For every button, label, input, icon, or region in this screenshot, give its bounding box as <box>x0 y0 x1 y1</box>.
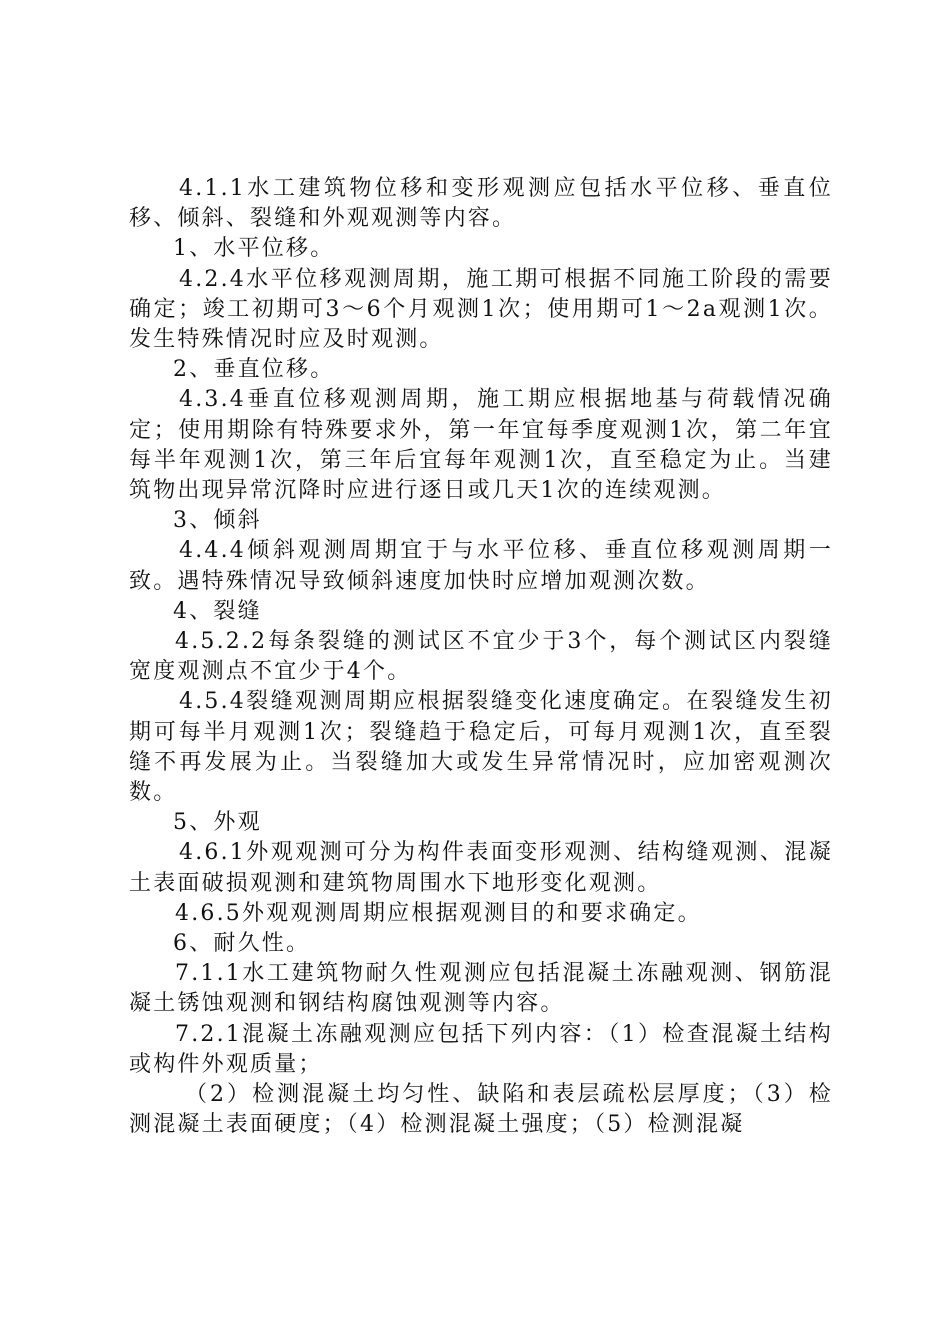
heading-appearance: 5、外观 <box>173 810 262 836</box>
heading-horizontal-displacement: 1、水平位移。 <box>173 236 335 262</box>
paragraph-4-5-2-2: 4.5.2.2每条裂缝的测试区不宜少于3个，每个测试区内裂缝宽度观测点不宜少于4个。 <box>129 629 833 685</box>
document-body <box>129 174 833 1141</box>
paragraph-7-2-1: 7.2.1混凝土冻融观测应包括下列内容：（1）检查混凝土结构或构件外观质量； <box>129 1021 833 1077</box>
paragraph-4-3-4: 4.3.4垂直位移观测周期，施工期应根据地基与荷载情况确定；使用期除有特殊要求外，第一年宜每季度观测1次，第二年宜每半年观测1次，第三年后宜每年观测1次，直至稳定为止。当建筑物出现异常沉降时应进行逐日或几天1次的连续观测。 <box>129 387 833 504</box>
heading-tilt: 3、倾斜 <box>173 508 262 534</box>
paragraph-4-4-4: 4.4.4倾斜观测周期宜于与水平位移、垂直位移观测周期一致。遇特殊情况导致倾斜速度加快时应增加观测次数。 <box>129 538 833 594</box>
heading-cracks: 4、裂缝 <box>173 598 262 624</box>
paragraph-4-6-1: 4.6.1外观观测可分为构件表面变形观测、结构缝观测、混凝土表面破损观测和建筑物周围水下地形变化观测。 <box>129 840 833 896</box>
paragraph-4-1-1: 4.1.1水工建筑物位移和变形观测应包括水平位移、垂直位移、倾斜、裂缝和外观观测等内容。 <box>129 176 833 232</box>
heading-durability: 6、耐久性。 <box>173 931 311 957</box>
paragraph-7-2-1-continued: （2）检测混凝土均匀性、缺陷和表层疏松层厚度；（3）检测混凝土表面硬度；（4）检测混凝土强度；（5）检测混凝 <box>129 1082 833 1138</box>
paragraph-4-2-4: 4.2.4水平位移观测周期，施工期可根据不同施工阶段的需要确定；竣工初期可3～6个月观测1次；使用期可1～2a观测1次。发生特殊情况时应及时观测。 <box>129 266 833 353</box>
heading-vertical-displacement: 2、垂直位移。 <box>173 357 335 383</box>
paragraph-4-6-5: 4.6.5外观观测周期应根据观测目的和要求确定。 <box>175 900 702 926</box>
paragraph-7-1-1: 7.1.1水工建筑物耐久性观测应包括混凝土冻融观测、钢筋混凝土锈蚀观测和钢结构腐蚀观测等内容。 <box>129 961 833 1017</box>
paragraph-4-5-4: 4.5.4裂缝观测周期应根据裂缝变化速度确定。在裂缝发生初期可每半月观测1次；裂缝趋于稳定后，可每月观测1次，直至裂缝不再发展为止。当裂缝加大或发生异常情况时，应加密观测次数。 <box>129 689 833 806</box>
